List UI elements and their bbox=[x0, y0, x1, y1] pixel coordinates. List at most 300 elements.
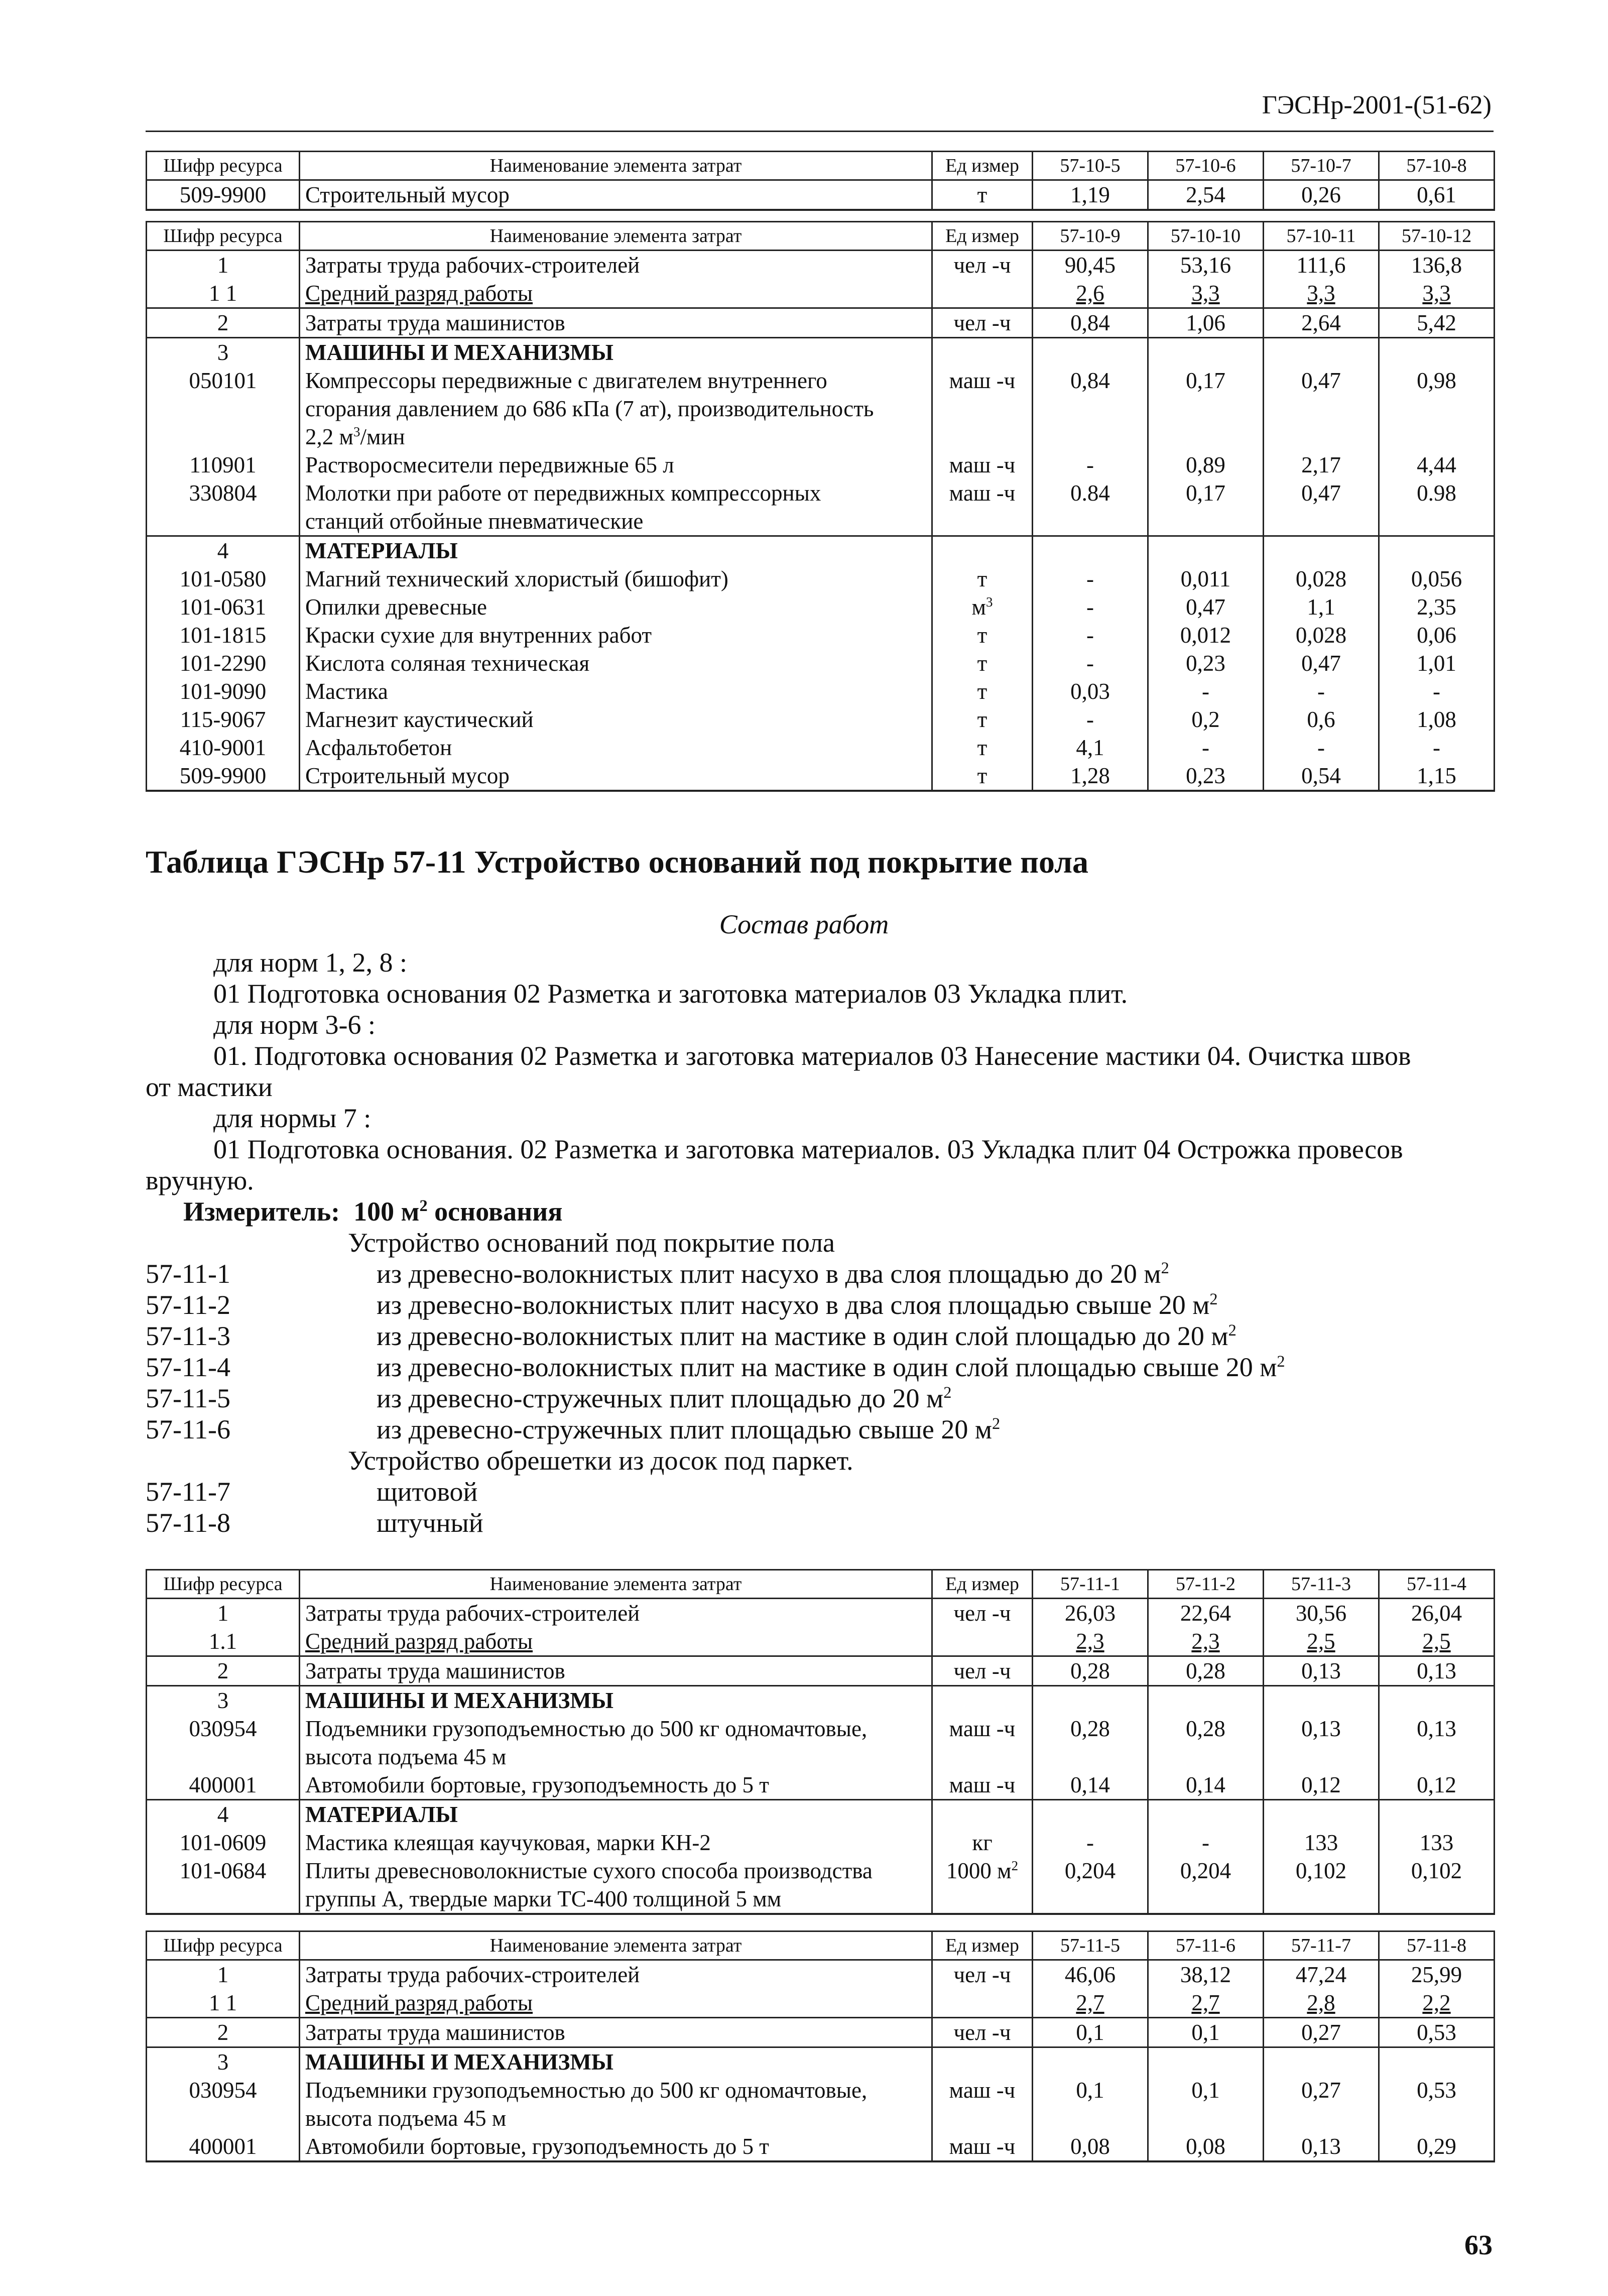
resource-name: Затраты труда машинистов bbox=[300, 1656, 932, 1686]
norm-code: 57-11-1 bbox=[146, 1259, 230, 1289]
resource-name: Затраты труда машинистов bbox=[300, 2018, 932, 2047]
unit: чел -ч bbox=[932, 1960, 1033, 1989]
table-row bbox=[147, 762, 1495, 791]
value: 3,3 bbox=[1379, 279, 1495, 308]
name-line: станций отбойные пневматические bbox=[305, 509, 644, 534]
superscript: 2 bbox=[1209, 1290, 1218, 1308]
value: 0,14 bbox=[1148, 1771, 1264, 1800]
resource-code: 509-9900 bbox=[147, 762, 300, 791]
value: 0,53 bbox=[1379, 2018, 1495, 2047]
superscript: 3 bbox=[985, 594, 993, 610]
value: 0,98 bbox=[1379, 367, 1495, 451]
value: 0,08 bbox=[1148, 2132, 1264, 2161]
col-header-norm: 57-10-11 bbox=[1264, 222, 1379, 251]
value: 2,7 bbox=[1033, 1989, 1148, 2018]
table-row bbox=[147, 308, 1495, 338]
resource-table-57-10-9-12 bbox=[146, 221, 1495, 792]
value: - bbox=[1033, 565, 1148, 593]
resource-code: 3 bbox=[147, 2047, 300, 2077]
value: - bbox=[1033, 593, 1148, 621]
table-row bbox=[147, 251, 1495, 280]
value: 3,3 bbox=[1148, 279, 1264, 308]
unit: маш -ч bbox=[932, 2076, 1033, 2132]
value: - bbox=[1033, 1829, 1148, 1857]
value: 0,23 bbox=[1148, 649, 1264, 677]
name-line: Компрессоры передвижные с двигателем внутреннего bbox=[305, 368, 827, 393]
measure-value: 100 м bbox=[353, 1196, 420, 1227]
resource-code: 1 1 bbox=[147, 279, 300, 308]
resource-code: 2 bbox=[147, 2018, 300, 2047]
value: 0,89 bbox=[1148, 451, 1264, 479]
norm-text: из древесно-волокнистых плит на мастике в один слой площадью свыше 20 м bbox=[377, 1352, 1277, 1382]
work-line: 01. Подготовка основания 02 Разметка и заготовка материалов 03 Нанесение мастики 04. Очистка швов bbox=[213, 1041, 1411, 1071]
value: 1,08 bbox=[1379, 705, 1495, 734]
norm-text: из древесно-волокнистых плит на мастике в один слой площадью до 20 м bbox=[377, 1321, 1228, 1351]
value: 0,28 bbox=[1148, 1715, 1264, 1771]
col-header-norm: 57-11-3 bbox=[1264, 1570, 1379, 1599]
value: 22,64 bbox=[1148, 1599, 1264, 1628]
value: 133 bbox=[1379, 1829, 1495, 1857]
work-line: для нормы 7 : bbox=[213, 1103, 372, 1133]
col-header-norm: 57-11-5 bbox=[1033, 1931, 1148, 1960]
norm-description bbox=[377, 1320, 1236, 1352]
col-header-norm: 57-11-6 bbox=[1148, 1931, 1264, 1960]
resource-name: Магний технический хлористый (бишофит) bbox=[300, 565, 932, 593]
value: 0,1 bbox=[1148, 2018, 1264, 2047]
unit: чел -ч bbox=[932, 1656, 1033, 1686]
value: 0,056 bbox=[1379, 565, 1495, 593]
value: - bbox=[1148, 1829, 1264, 1857]
section-title: Таблица ГЭСНр 57-11 Устройство оснований под покрытие пола bbox=[146, 844, 1089, 880]
value: 30,56 bbox=[1264, 1599, 1379, 1628]
resource-name: Магнезит каустический bbox=[300, 705, 932, 734]
unit bbox=[932, 1989, 1033, 2018]
col-header-norm: 57-11-1 bbox=[1033, 1570, 1148, 1599]
superscript: 2 bbox=[1161, 1259, 1169, 1277]
unit: т bbox=[932, 180, 1033, 210]
value: 0,2 bbox=[1148, 705, 1264, 734]
name-text: 2,2 м bbox=[305, 424, 353, 449]
norm-description: штучный bbox=[377, 1508, 483, 1538]
value: 0,13 bbox=[1264, 1715, 1379, 1771]
value: 3,3 bbox=[1264, 279, 1379, 308]
resource-code: 4 bbox=[147, 1800, 300, 1829]
value: 0,13 bbox=[1379, 1715, 1495, 1771]
value: 0,204 bbox=[1148, 1857, 1264, 1914]
resource-name: Строительный мусор bbox=[300, 762, 932, 791]
resource-name: Мастика bbox=[300, 677, 932, 705]
resource-code: 101-1815 bbox=[147, 621, 300, 649]
resource-name: Затраты труда машинистов bbox=[300, 308, 932, 338]
value: - bbox=[1033, 621, 1148, 649]
value: 0,84 bbox=[1033, 367, 1148, 451]
col-header-norm: 57-11-4 bbox=[1379, 1570, 1495, 1599]
col-header-norm: 57-11-2 bbox=[1148, 1570, 1264, 1599]
table-row bbox=[147, 1960, 1495, 1989]
document-code: ГЭСНр-2001-(51-62) bbox=[1262, 91, 1492, 119]
col-header-unit: Ед измер bbox=[932, 1931, 1033, 1960]
section-row bbox=[147, 1800, 1495, 1829]
value: 0,13 bbox=[1264, 2132, 1379, 2161]
value: 46,06 bbox=[1033, 1960, 1148, 1989]
header-rule bbox=[146, 131, 1494, 132]
unit: т bbox=[932, 705, 1033, 734]
resource-name: Мастика клеящая каучуковая, марки КН-2 bbox=[300, 1829, 932, 1857]
value: 2,6 bbox=[1033, 279, 1148, 308]
col-header-norm: 57-10-9 bbox=[1033, 222, 1148, 251]
value: 53,16 bbox=[1148, 251, 1264, 280]
value: - bbox=[1148, 734, 1264, 762]
value: 0,102 bbox=[1379, 1857, 1495, 1914]
value: 0,06 bbox=[1379, 621, 1495, 649]
value: 2,7 bbox=[1148, 1989, 1264, 2018]
col-header-norm: 57-10-5 bbox=[1033, 152, 1148, 180]
value: 0,028 bbox=[1264, 565, 1379, 593]
norm-group-heading: Устройство оснований под покрытие пола bbox=[348, 1228, 835, 1258]
resource-code: 400001 bbox=[147, 1771, 300, 1800]
work-line: для норм 3-6 : bbox=[213, 1010, 376, 1040]
value: 0,27 bbox=[1264, 2076, 1379, 2132]
col-header-norm: 57-11-8 bbox=[1379, 1931, 1495, 1960]
norm-text: из древесно-волокнистых плит насухо в два слоя площадью до 20 м bbox=[377, 1259, 1161, 1289]
resource-code: 330804 bbox=[147, 479, 300, 536]
unit: кг bbox=[932, 1829, 1033, 1857]
resource-code: 110901 bbox=[147, 451, 300, 479]
unit: т bbox=[932, 734, 1033, 762]
superscript: 2 bbox=[419, 1197, 428, 1215]
value: 38,12 bbox=[1148, 1960, 1264, 1989]
unit: чел -ч bbox=[932, 308, 1033, 338]
table-row bbox=[147, 1829, 1495, 1857]
resource-code: 1 1 bbox=[147, 1989, 300, 2018]
resource-name: Автомобили бортовые, грузоподъемность до 5 т bbox=[300, 2132, 932, 2161]
superscript: 2 bbox=[1277, 1353, 1285, 1371]
norm-text: из древесно-стружечных плит площадью свыше 20 м bbox=[377, 1414, 993, 1444]
value: 0,61 bbox=[1379, 180, 1495, 210]
value: 0,13 bbox=[1264, 1656, 1379, 1686]
resource-name bbox=[300, 2076, 932, 2132]
unit: маш -ч bbox=[932, 479, 1033, 536]
unit: маш -ч bbox=[932, 1771, 1033, 1800]
value: 4,44 bbox=[1379, 451, 1495, 479]
resource-name: Средний разряд работы bbox=[300, 1627, 932, 1656]
resource-code: 3 bbox=[147, 338, 300, 367]
value: 0,28 bbox=[1033, 1715, 1148, 1771]
resource-code: 115-9067 bbox=[147, 705, 300, 734]
value: 0,27 bbox=[1264, 2018, 1379, 2047]
value: - bbox=[1033, 705, 1148, 734]
resource-name: Средний разряд работы bbox=[300, 1989, 932, 2018]
name-line: Подъемники грузоподъемностью до 500 кг одномачтовые, bbox=[305, 1716, 868, 1741]
name-line: высота подъема 45 м bbox=[305, 1744, 507, 1769]
value: 2,64 bbox=[1264, 308, 1379, 338]
value: 25,99 bbox=[1379, 1960, 1495, 1989]
value: 111,6 bbox=[1264, 251, 1379, 280]
norm-description bbox=[377, 1382, 951, 1414]
col-header-code: Шифр ресурса bbox=[147, 1570, 300, 1599]
col-header-norm: 57-10-7 bbox=[1264, 152, 1379, 180]
value: 0,14 bbox=[1033, 1771, 1148, 1800]
value: 0,26 bbox=[1264, 180, 1379, 210]
value: 0,47 bbox=[1264, 367, 1379, 451]
unit: маш -ч bbox=[932, 2132, 1033, 2161]
col-header-name: Наименование элемента затрат bbox=[300, 1570, 932, 1599]
value: 2,5 bbox=[1264, 1627, 1379, 1656]
name-line: группы А, твердые марки ТС-400 толщиной 5 мм bbox=[305, 1886, 782, 1911]
resource-code: 1 bbox=[147, 251, 300, 280]
table-row bbox=[147, 479, 1495, 536]
work-line: от мастики bbox=[146, 1072, 273, 1102]
unit-text: 1000 м bbox=[946, 1858, 1012, 1883]
resource-name: Средний разряд работы bbox=[300, 279, 932, 308]
value: 26,04 bbox=[1379, 1599, 1495, 1628]
table-row bbox=[147, 1627, 1495, 1656]
value: - bbox=[1379, 734, 1495, 762]
resource-name: Автомобили бортовые, грузоподъемность до 5 т bbox=[300, 1771, 932, 1800]
col-header-unit: Ед измер bbox=[932, 152, 1033, 180]
name-line bbox=[305, 423, 926, 451]
unit: чел -ч bbox=[932, 2018, 1033, 2047]
work-line: 01 Подготовка основания 02 Разметка и заготовка материалов 03 Укладка плит. bbox=[213, 979, 1128, 1009]
resource-code: 2 bbox=[147, 1656, 300, 1686]
resource-name bbox=[300, 479, 932, 536]
table-row bbox=[147, 1989, 1495, 2018]
norm-description bbox=[377, 1289, 1218, 1321]
measure-label: Измеритель: bbox=[183, 1196, 340, 1227]
col-header-norm: 57-11-7 bbox=[1264, 1931, 1379, 1960]
table-row bbox=[147, 734, 1495, 762]
resource-code: 101-0631 bbox=[147, 593, 300, 621]
unit: т bbox=[932, 565, 1033, 593]
value: 0,17 bbox=[1148, 367, 1264, 451]
unit: т bbox=[932, 762, 1033, 791]
value: 2,54 bbox=[1148, 180, 1264, 210]
col-header-norm: 57-10-10 bbox=[1148, 222, 1264, 251]
value: 90,45 bbox=[1033, 251, 1148, 280]
table-row bbox=[147, 565, 1495, 593]
table-row bbox=[147, 621, 1495, 649]
value: - bbox=[1264, 734, 1379, 762]
section-heading: МАШИНЫ И МЕХАНИЗМЫ bbox=[300, 1686, 932, 1715]
value: 0,1 bbox=[1033, 2076, 1148, 2132]
norm-group-heading: Устройство обрешетки из досок под паркет. bbox=[348, 1445, 853, 1476]
unit: чел -ч bbox=[932, 1599, 1033, 1628]
col-header-code: Шифр ресурса bbox=[147, 222, 300, 251]
value: 2,35 bbox=[1379, 593, 1495, 621]
value: 2,2 bbox=[1379, 1989, 1495, 2018]
resource-code: 3 bbox=[147, 1686, 300, 1715]
norm-text: из древесно-стружечных плит площадью до 20 м bbox=[377, 1383, 944, 1413]
value: 0,1 bbox=[1148, 2076, 1264, 2132]
value: 0,17 bbox=[1148, 479, 1264, 536]
resource-code: 101-0580 bbox=[147, 565, 300, 593]
value: 0,08 bbox=[1033, 2132, 1148, 2161]
col-header-name: Наименование элемента затрат bbox=[300, 152, 932, 180]
value: 2,3 bbox=[1148, 1627, 1264, 1656]
resource-code: 101-0609 bbox=[147, 1829, 300, 1857]
resource-code: 1 bbox=[147, 1960, 300, 1989]
value: 1,19 bbox=[1033, 180, 1148, 210]
norm-description bbox=[377, 1413, 1000, 1445]
resource-table-57-11-1-4 bbox=[146, 1569, 1495, 1915]
table-row bbox=[147, 649, 1495, 677]
section-row bbox=[147, 2047, 1495, 2077]
norm-text: из древесно-волокнистых плит насухо в два слоя площадью свыше 20 м bbox=[377, 1290, 1210, 1320]
section-row bbox=[147, 536, 1495, 565]
resource-code: 1 bbox=[147, 1599, 300, 1628]
value: 0,29 bbox=[1379, 2132, 1495, 2161]
resource-name: Краски сухие для внутренних работ bbox=[300, 621, 932, 649]
value: 0,012 bbox=[1148, 621, 1264, 649]
unit bbox=[932, 279, 1033, 308]
section-heading: МАТЕРИАЛЫ bbox=[300, 1800, 932, 1829]
value: 0,47 bbox=[1264, 479, 1379, 536]
work-line: вручную. bbox=[146, 1165, 254, 1195]
value: - bbox=[1148, 677, 1264, 705]
table-row bbox=[147, 1715, 1495, 1771]
resource-table-57-10-5-8 bbox=[146, 151, 1495, 211]
value: 1,1 bbox=[1264, 593, 1379, 621]
unit: т bbox=[932, 677, 1033, 705]
value: 0,84 bbox=[1033, 308, 1148, 338]
value: 0.84 bbox=[1033, 479, 1148, 536]
unit: маш -ч bbox=[932, 1715, 1033, 1771]
value: - bbox=[1264, 677, 1379, 705]
value: 1,15 bbox=[1379, 762, 1495, 791]
unit: маш -ч bbox=[932, 451, 1033, 479]
name-line: сгорания давлением до 686 кПа (7 ат), производительность bbox=[305, 396, 874, 421]
norm-description bbox=[377, 1351, 1285, 1383]
value: 0,12 bbox=[1379, 1771, 1495, 1800]
col-header-unit: Ед измер bbox=[932, 222, 1033, 251]
work-composition-title: Состав работ bbox=[719, 909, 889, 939]
table-row bbox=[147, 2132, 1495, 2161]
resource-name: Опилки древесные bbox=[300, 593, 932, 621]
resource-code: 509-9900 bbox=[147, 180, 300, 210]
table-row bbox=[147, 451, 1495, 479]
table-row bbox=[147, 1656, 1495, 1686]
value: 5,42 bbox=[1379, 308, 1495, 338]
name-line: Молотки при работе от передвижных компрессорных bbox=[305, 480, 821, 506]
resource-code: 4 bbox=[147, 536, 300, 565]
resource-code: 101-2290 bbox=[147, 649, 300, 677]
name-text: /мин bbox=[360, 424, 405, 449]
work-line: для норм 1, 2, 8 : bbox=[213, 947, 408, 978]
value: 26,03 bbox=[1033, 1599, 1148, 1628]
value: 1,28 bbox=[1033, 762, 1148, 791]
resource-name: Строительный мусор bbox=[300, 180, 932, 210]
value: - bbox=[1033, 649, 1148, 677]
norm-code: 57-11-8 bbox=[146, 1508, 230, 1538]
resource-code: 400001 bbox=[147, 2132, 300, 2161]
value: 0,6 bbox=[1264, 705, 1379, 734]
table-row bbox=[147, 705, 1495, 734]
table-row bbox=[147, 593, 1495, 621]
resource-code: 2 bbox=[147, 308, 300, 338]
value: 0,53 bbox=[1379, 2076, 1495, 2132]
resource-name: Кислота соляная техническая bbox=[300, 649, 932, 677]
unit-text: м bbox=[971, 594, 986, 620]
value: 0,028 bbox=[1264, 621, 1379, 649]
norm-description bbox=[377, 1258, 1169, 1290]
value: 133 bbox=[1264, 1829, 1379, 1857]
value: 0,47 bbox=[1148, 593, 1264, 621]
norm-code: 57-11-4 bbox=[146, 1352, 230, 1382]
norm-description: щитовой bbox=[377, 1477, 478, 1507]
unit: маш -ч bbox=[932, 367, 1033, 451]
name-line: Плиты древесноволокнистые сухого способа производства bbox=[305, 1858, 873, 1883]
resource-name: Асфальтобетон bbox=[300, 734, 932, 762]
name-line: Подъемники грузоподъемностью до 500 кг одномачтовые, bbox=[305, 2078, 868, 2103]
resource-name bbox=[300, 1857, 932, 1914]
resource-name bbox=[300, 367, 932, 451]
value: 2,5 bbox=[1379, 1627, 1495, 1656]
unit: т bbox=[932, 621, 1033, 649]
superscript: 3 bbox=[353, 424, 360, 439]
resource-code: 030954 bbox=[147, 1715, 300, 1771]
value: 0,47 bbox=[1264, 649, 1379, 677]
table-row bbox=[147, 677, 1495, 705]
page-number: 63 bbox=[1464, 2230, 1493, 2261]
norm-code: 57-11-2 bbox=[146, 1290, 230, 1320]
value: - bbox=[1033, 451, 1148, 479]
superscript: 2 bbox=[943, 1384, 952, 1402]
col-header-norm: 57-10-6 bbox=[1148, 152, 1264, 180]
resource-name bbox=[300, 1715, 932, 1771]
norm-code: 57-11-6 bbox=[146, 1414, 230, 1444]
unit: чел -ч bbox=[932, 251, 1033, 280]
superscript: 2 bbox=[1011, 1858, 1019, 1873]
col-header-norm: 57-10-8 bbox=[1379, 152, 1495, 180]
value: 1,06 bbox=[1148, 308, 1264, 338]
value: 0,28 bbox=[1033, 1656, 1148, 1686]
value: 0.98 bbox=[1379, 479, 1495, 536]
measure-line bbox=[183, 1195, 563, 1228]
section-heading: МАШИНЫ И МЕХАНИЗМЫ bbox=[300, 2047, 932, 2077]
value: 0,12 bbox=[1264, 1771, 1379, 1800]
table-row bbox=[147, 180, 1495, 210]
section-heading: МАТЕРИАЛЫ bbox=[300, 536, 932, 565]
value: 0,102 bbox=[1264, 1857, 1379, 1914]
table-row bbox=[147, 2018, 1495, 2047]
value: 0,54 bbox=[1264, 762, 1379, 791]
col-header-unit: Ед измер bbox=[932, 1570, 1033, 1599]
norm-code: 57-11-7 bbox=[146, 1477, 230, 1507]
table-row bbox=[147, 1599, 1495, 1628]
value: 0,23 bbox=[1148, 762, 1264, 791]
resource-code: 050101 bbox=[147, 367, 300, 451]
measure-unit: основания bbox=[427, 1196, 563, 1227]
value: 2,8 bbox=[1264, 1989, 1379, 2018]
value: 2,3 bbox=[1033, 1627, 1148, 1656]
value: 0,1 bbox=[1033, 2018, 1148, 2047]
resource-code: 410-9001 bbox=[147, 734, 300, 762]
unit: т bbox=[932, 649, 1033, 677]
superscript: 2 bbox=[992, 1415, 1001, 1433]
unit bbox=[932, 1627, 1033, 1656]
col-header-name: Наименование элемента затрат bbox=[300, 1931, 932, 1960]
norm-code: 57-11-3 bbox=[146, 1321, 230, 1351]
section-row bbox=[147, 338, 1495, 367]
col-header-norm: 57-10-12 bbox=[1379, 222, 1495, 251]
table-row bbox=[147, 1771, 1495, 1800]
value: - bbox=[1379, 677, 1495, 705]
value: 4,1 bbox=[1033, 734, 1148, 762]
norm-code: 57-11-5 bbox=[146, 1383, 230, 1413]
unit bbox=[932, 1857, 1033, 1914]
section-heading: МАШИНЫ И МЕХАНИЗМЫ bbox=[300, 338, 932, 367]
resource-name: Затраты труда рабочих-строителей bbox=[300, 1599, 932, 1628]
